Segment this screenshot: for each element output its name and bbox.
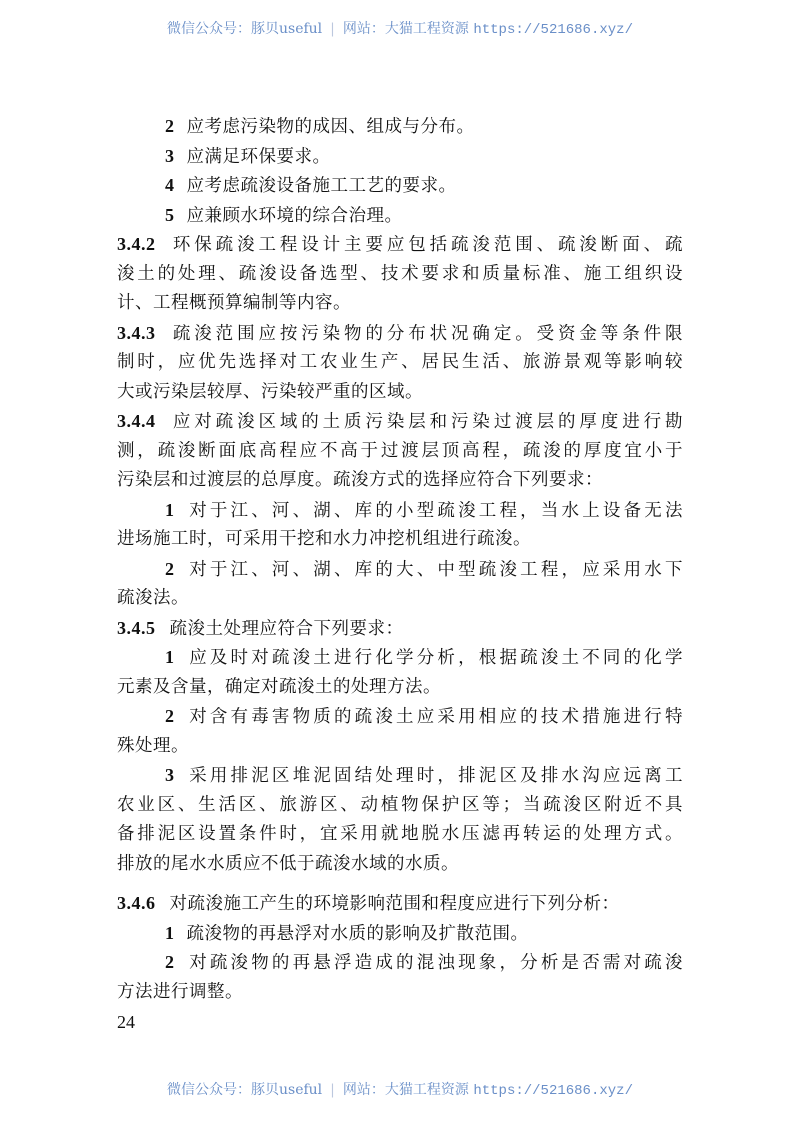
clause-paragraph	[117, 889, 683, 919]
line-text: 环保疏浚工程设计主要应包括疏浚范围、疏浚断面、疏	[169, 235, 683, 255]
text-line	[117, 407, 683, 437]
line-text: 备排泥区设置条件时，宜采用就地脱水压滤再转运的处理方式。	[117, 824, 683, 844]
line-text: 计、工程概预算编制等内容。	[117, 293, 351, 313]
text-line	[117, 761, 683, 791]
text-line	[117, 112, 683, 142]
line-text: 对疏浚物的再悬浮造成的混浊现象，分析是否需对疏浚	[186, 953, 683, 973]
list-item	[117, 702, 683, 761]
text-line	[117, 437, 683, 467]
item-number: 1	[165, 647, 175, 667]
line-text: 应考虑疏浚设备施工工艺的要求。	[186, 176, 457, 196]
line-text: 采用排泥区堆泥固结处理时，排泥区及排水沟应远离工	[186, 766, 683, 786]
text-line	[117, 732, 683, 762]
text-line	[117, 230, 683, 260]
line-text: 应对疏浚区域的土质污染层和污染过渡层的厚度进行勘	[169, 412, 683, 432]
text-line	[117, 919, 683, 949]
line-text: 排放的尾水水质应不低于疏浚水域的水质。	[117, 853, 459, 874]
list-item	[117, 171, 683, 201]
list-item	[117, 919, 683, 949]
clause-number: 3.4.4	[117, 411, 156, 431]
line-text: 应兼顾水环境的综合治理。	[186, 205, 403, 226]
page-number: 24	[117, 1012, 135, 1032]
line-text: 殊处理。	[117, 735, 189, 756]
item-number: 2	[165, 952, 175, 972]
clause-paragraph	[117, 407, 683, 496]
line-text: 浚土的处理、疏浚设备选型、技术要求和质量标准、施工组织设	[117, 263, 683, 284]
line-text: 进场施工时，可采用干挖和水力冲挖机组进行疏浚。	[117, 529, 531, 549]
text-line	[117, 142, 683, 172]
line-text: 对于江、河、湖、库的小型疏浚工程，当水上设备无法	[186, 500, 683, 521]
text-line	[117, 525, 683, 555]
text-line	[117, 820, 683, 850]
line-text: 农业区、生活区、旅游区、动植物保护区等；当疏浚区附近不具	[117, 794, 683, 815]
item-number: 2	[165, 116, 175, 136]
clause-paragraph	[117, 319, 683, 408]
item-number: 3	[165, 145, 175, 166]
document-body	[117, 112, 683, 1007]
text-line	[117, 850, 683, 880]
item-number: 1	[165, 499, 175, 520]
watermark-site: 网站：大猫工程资源	[342, 21, 469, 37]
text-line	[117, 614, 683, 644]
line-text: 应考虑污染物的成因、组成与分布。	[186, 117, 475, 137]
line-text: 疏浚土处理应符合下列要求：	[169, 618, 404, 639]
text-line	[117, 466, 683, 496]
line-text: 污染层和过渡层的总厚度。疏浚方式的选择应符合下列要求：	[117, 470, 603, 490]
watermark-site: 网站：大猫工程资源	[342, 1082, 469, 1098]
text-line	[117, 289, 683, 319]
line-text: 疏浚法。	[117, 588, 189, 608]
divider: |	[330, 1082, 335, 1098]
text-line	[117, 201, 683, 231]
watermark-url: https://521686.xyz/	[473, 22, 633, 38]
watermark-header	[0, 18, 800, 38]
list-item	[117, 643, 683, 702]
text-line	[117, 673, 683, 703]
item-number: 1	[165, 922, 175, 943]
clause-number: 3.4.6	[117, 893, 156, 913]
clause-number: 3.4.2	[117, 234, 156, 254]
text-line	[117, 948, 683, 978]
list-item	[117, 142, 683, 172]
text-line	[117, 348, 683, 378]
line-text: 对于江、河、湖、库的大、中型疏浚工程，应采用水下	[186, 559, 683, 580]
list-item	[117, 112, 683, 142]
item-number: 3	[165, 765, 175, 785]
line-text: 元素及含量，确定对疏浚土的处理方法。	[117, 676, 441, 697]
list-item	[117, 496, 683, 555]
text-line	[117, 555, 683, 585]
clause-number: 3.4.5	[117, 617, 156, 638]
line-text: 应及时对疏浚土进行化学分析，根据疏浚土不同的化学	[186, 648, 683, 668]
text-line	[117, 889, 683, 919]
list-item	[117, 948, 683, 1007]
divider: |	[330, 21, 335, 37]
item-number: 2	[165, 558, 175, 579]
line-text: 测，疏浚断面底高程应不高于过渡层顶高程，疏浚的厚度宜小于	[117, 440, 683, 461]
text-line	[117, 791, 683, 821]
text-line	[117, 378, 683, 408]
item-number: 5	[165, 204, 175, 225]
line-text: 应满足环保要求。	[186, 146, 331, 167]
line-text: 对疏浚施工产生的环境影响范围和程度应进行下列分析：	[169, 894, 620, 914]
clause-number: 3.4.3	[117, 322, 156, 343]
watermark-url: https://521686.xyz/	[473, 1083, 633, 1099]
line-text: 疏浚物的再悬浮对水质的影响及扩散范围。	[186, 923, 529, 944]
text-line	[117, 643, 683, 673]
text-line	[117, 319, 683, 349]
watermark-footer	[0, 1079, 800, 1099]
list-item	[117, 555, 683, 614]
text-line	[117, 978, 683, 1008]
text-line	[117, 171, 683, 201]
list-item	[117, 201, 683, 231]
item-number: 4	[165, 175, 175, 195]
clause-paragraph	[117, 614, 683, 644]
line-text: 疏浚范围应按污染物的分布状况确定。受资金等条件限	[169, 323, 683, 344]
line-text: 对含有毒害物质的疏浚土应采用相应的技术措施进行特	[186, 707, 683, 727]
watermark-account: 微信公众号：豚贝useful	[167, 21, 323, 37]
line-text: 制时，应优先选择对工农业生产、居民生活、旅游景观等影响较	[117, 352, 683, 372]
line-text: 方法进行调整。	[117, 981, 243, 1002]
text-line	[117, 496, 683, 526]
watermark-account: 微信公众号：豚贝useful	[167, 1082, 323, 1098]
list-item	[117, 761, 683, 879]
text-line	[117, 260, 683, 290]
text-line	[117, 702, 683, 732]
clause-paragraph	[117, 230, 683, 319]
line-text: 大或污染层较厚、污染较严重的区域。	[117, 381, 423, 402]
item-number: 2	[165, 706, 175, 726]
text-line	[117, 584, 683, 614]
